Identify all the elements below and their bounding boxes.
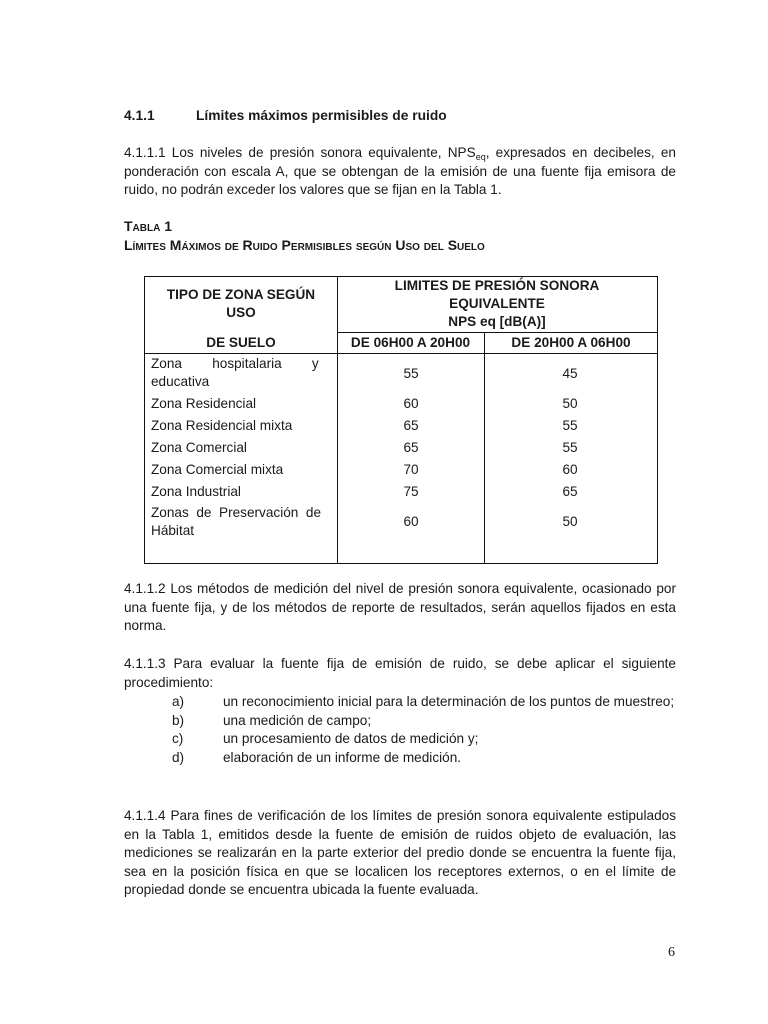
header-text: EQUIVALENTE bbox=[449, 296, 545, 311]
list-letter: b) bbox=[172, 712, 185, 728]
table-row-zone bbox=[151, 504, 331, 540]
list-text: un procesamiento de datos de medición y; bbox=[223, 731, 479, 746]
procedure-list bbox=[172, 693, 676, 767]
table-cell-night: 65 bbox=[562, 484, 578, 499]
list-text: elaboración de un informe de medición. bbox=[223, 749, 462, 765]
list-item bbox=[172, 693, 676, 712]
table-cell-day: 60 bbox=[403, 396, 419, 411]
zone-text: Zonas de Preservación de bbox=[151, 505, 322, 520]
noise-limits-table bbox=[144, 276, 658, 564]
header-text: USO bbox=[226, 305, 256, 320]
table-cell-night: 50 bbox=[562, 396, 578, 411]
section-title: Límites máximos permisibles de ruido bbox=[196, 108, 447, 123]
table-divider bbox=[145, 353, 657, 354]
table-caption-number: Tabla 1 bbox=[124, 218, 173, 234]
table-cell-day: 65 bbox=[403, 418, 419, 433]
table-cell-night: 60 bbox=[562, 462, 578, 477]
list-item bbox=[172, 749, 676, 768]
zone-text: educativa bbox=[151, 374, 210, 389]
header-text: LIMITES DE PRESIÓN SONORA bbox=[394, 278, 600, 293]
paragraph-text: 4.1.1.1 Los niveles de presión sonora equivalente, NPS bbox=[124, 145, 476, 160]
header-night: DE 20H00 A 06H00 bbox=[511, 335, 631, 350]
zone-text: Zona hospitalaria y bbox=[151, 356, 319, 371]
table-divider bbox=[337, 332, 657, 333]
paragraph-4-1-1-1 bbox=[124, 144, 676, 200]
paragraph-4-1-1-2: 4.1.1.2 Los métodos de medición del nivel de presión sonora equivalente, ocasionado por una fuente fija, y de los métodos de reporte de resultados, serán aquellos fijados en esta norma. bbox=[124, 581, 676, 633]
table-cell-night: 45 bbox=[562, 366, 578, 381]
table-cell-day: 70 bbox=[403, 462, 419, 477]
table-cell-night: 55 bbox=[562, 440, 578, 455]
table-row-zone: Zona Residencial mixta bbox=[151, 418, 293, 433]
table-cell-day: 55 bbox=[403, 366, 419, 381]
table-row-zone: Zona Comercial mixta bbox=[151, 462, 284, 477]
paragraph-4-1-1-3: 4.1.1.3 Para evaluar la fuente fija de emisión de ruido, se debe aplicar el siguiente procedimiento: bbox=[124, 656, 676, 690]
section-heading bbox=[124, 108, 447, 123]
subscript-eq: eq bbox=[475, 152, 486, 162]
list-letter: d) bbox=[172, 749, 185, 765]
table-cell-day: 65 bbox=[403, 440, 419, 455]
table-cell-night: 50 bbox=[562, 514, 578, 529]
header-day: DE 06H00 A 20H00 bbox=[350, 335, 471, 350]
paragraph-text: , expresados en decibeles, en ponderación con escala A, que se obtengan de la emisión de una fuente fija emisora de ruido, no podrán exceder los valores que se fijan en la Tabla 1. bbox=[124, 145, 676, 197]
list-letter: c) bbox=[172, 731, 184, 746]
page-number: 6 bbox=[668, 945, 675, 960]
list-item bbox=[172, 730, 676, 749]
table-row-zone: Zona Comercial bbox=[151, 440, 247, 455]
header-zone-type bbox=[145, 286, 337, 322]
header-zone-suelo: DE SUELO bbox=[206, 335, 276, 350]
table-cell-night: 55 bbox=[562, 418, 578, 433]
section-number: 4.1.1 bbox=[124, 108, 155, 123]
table-cell-day: 75 bbox=[403, 484, 419, 499]
list-text: un reconocimiento inicial para la determinación de los puntos de muestreo; bbox=[223, 694, 675, 709]
table-row-zone: Zona Residencial bbox=[151, 396, 257, 411]
list-letter: a) bbox=[172, 694, 185, 709]
header-text: TIPO DE ZONA SEGÚN bbox=[166, 287, 316, 302]
header-limits bbox=[337, 277, 657, 331]
table-row-zone bbox=[151, 355, 331, 391]
table-cell-day: 60 bbox=[403, 514, 419, 529]
header-text: NPS eq [dB(A)] bbox=[448, 314, 546, 329]
table-caption-title: Límites Máximos de Ruido Permisibles según Uso del Suelo bbox=[124, 237, 485, 253]
list-text: una medición de campo; bbox=[223, 712, 372, 728]
list-item bbox=[172, 712, 676, 731]
zone-text: Hábitat bbox=[151, 523, 195, 538]
paragraph-4-1-1-4: 4.1.1.4 Para fines de verificación de los límites de presión sonora equivalente estipulados en la Tabla 1, emitidos desde la fuente de emisión de ruidos objeto de evaluación, las mediciones se realizarán en la parte exterior del predio donde se encuentra la fuente fija, sea en la posición física en que se localicen los receptores externos, o en el límite de propiedad donde se encuentra ubicada la fuente evaluada. bbox=[124, 808, 676, 897]
table-row-zone: Zona Industrial bbox=[151, 484, 241, 499]
